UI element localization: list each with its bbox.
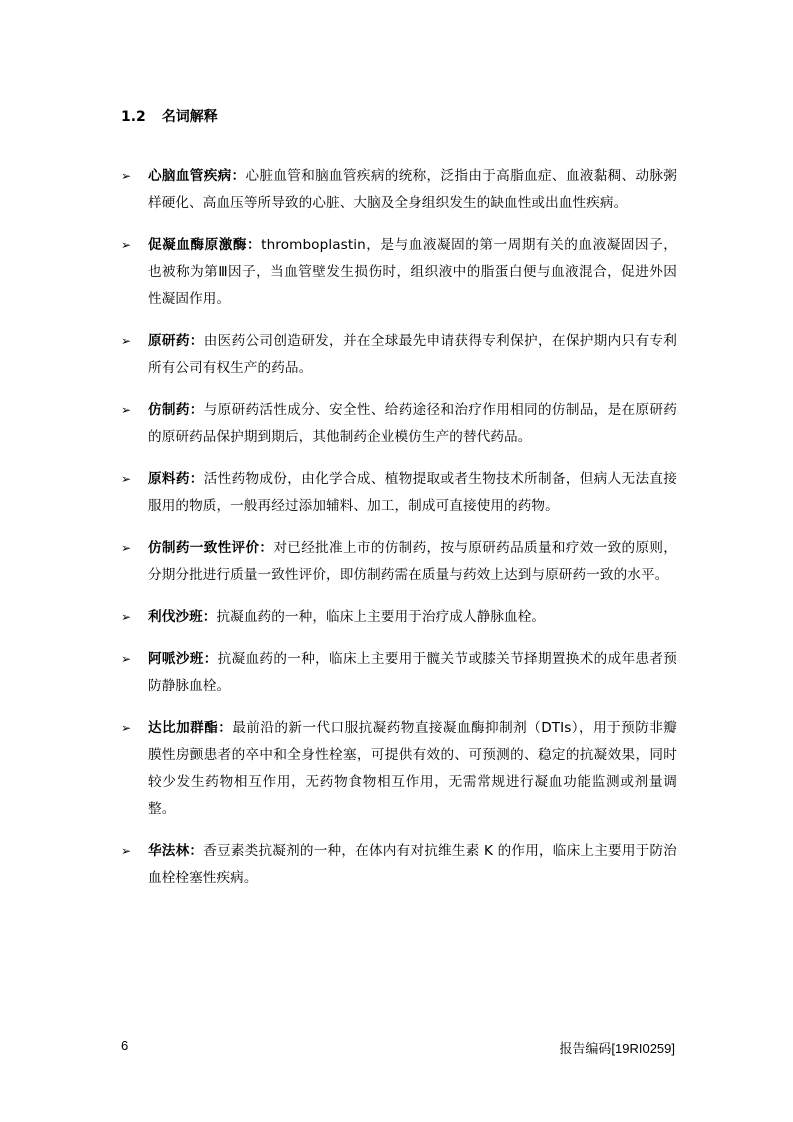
arrow-bullet-icon: ➢ [121, 610, 132, 624]
list-item [121, 646, 677, 700]
term-definition: thromboplastin，是与血液凝固的第一周期有关的血液凝固因子，也被称为第Ⅲ因子，当血管壁发生损伤时，组织液中的脂蛋白便与血液混合，促进外因性凝固作用。 [148, 237, 677, 307]
term-label: 原料药： [148, 471, 204, 487]
term-label: 促凝血酶原激酶： [148, 237, 262, 253]
term-label: 仿制药一致性评价： [148, 540, 274, 556]
term-definition: 由医药公司创造研发，并在全球最先申请获得专利保护，在保护期内只有专利所有公司有权生产的药品。 [148, 333, 677, 376]
glossary-list [121, 163, 677, 907]
arrow-bullet-icon: ➢ [121, 844, 132, 858]
section-heading [121, 106, 218, 126]
term-definition: 抗凝血药的一种，临床上主要用于治疗成人静脉血栓。 [216, 609, 546, 625]
list-item [121, 838, 677, 892]
term-definition: 心脏血管和脑血管疾病的统称，泛指由于高脂血症、血液黏稠、动脉粥样硬化、高血压等所导致的心脏、大脑及全身组织发生的缺血性或出血性疾病。 [148, 168, 677, 211]
term-definition: 对已经批准上市的仿制药，按与原研药品质量和疗效一致的原则，分期分批进行质量一致性评价，即仿制药需在质量与药效上达到与原研药一致的水平。 [148, 540, 677, 583]
list-item [121, 715, 677, 823]
list-item [121, 535, 677, 589]
term-label: 阿哌沙班： [148, 651, 218, 667]
arrow-bullet-icon: ➢ [121, 403, 132, 417]
arrow-bullet-icon: ➢ [121, 721, 132, 735]
term-definition: 最前沿的新一代口服抗凝药物直接凝血酶抑制剂（DTIs），用于预防非瓣膜性房颤患者的卒中和全身性栓塞，可提供有效的、可预测的、稳定的抗凝效果，同时较少发生药物相互作用，无药物食物相互作用，无需常规进行凝血功能监测或剂量调整。 [148, 720, 677, 817]
arrow-bullet-icon: ➢ [121, 541, 132, 555]
section-number: 1.2 [121, 109, 146, 125]
section-title: 名词解释 [161, 109, 218, 125]
term-definition: 香豆素类抗凝剂的一种，在体内有对抗维生素 K 的作用，临床上主要用于防治血栓栓塞性疾病。 [148, 843, 677, 886]
term-definition: 抗凝血药的一种，临床上主要用于髋关节或膝关节择期置换术的成年患者预防静脉血栓。 [148, 651, 677, 694]
list-item [121, 232, 677, 313]
term-label: 达比加群酯： [148, 720, 233, 736]
term-label: 利伐沙班： [148, 609, 217, 625]
arrow-bullet-icon: ➢ [121, 334, 132, 348]
term-label: 华法林： [148, 843, 204, 859]
list-item [121, 328, 677, 382]
term-label: 心脑血管疾病： [148, 168, 246, 184]
term-label: 原研药： [148, 333, 204, 349]
term-definition: 活性药物成份，由化学合成、植物提取或者生物技术所制备，但病人无法直接服用的物质，一般再经过添加辅料、加工，制成可直接使用的药物。 [148, 471, 677, 514]
arrow-bullet-icon: ➢ [121, 472, 132, 486]
term-label: 仿制药： [148, 402, 204, 418]
arrow-bullet-icon: ➢ [121, 169, 132, 183]
report-code: 报告编码[19RI0259] [559, 1041, 675, 1056]
term-definition: 与原研药活性成分、安全性、给药途径和治疗作用相同的仿制品，是在原研药的原研药品保护期到期后，其他制药企业模仿生产的替代药品。 [148, 402, 677, 445]
list-item [121, 163, 677, 217]
page-number: 6 [121, 1038, 129, 1053]
list-item [121, 397, 677, 451]
arrow-bullet-icon: ➢ [121, 238, 132, 252]
arrow-bullet-icon: ➢ [121, 652, 132, 666]
list-item [121, 604, 677, 631]
list-item [121, 466, 677, 520]
